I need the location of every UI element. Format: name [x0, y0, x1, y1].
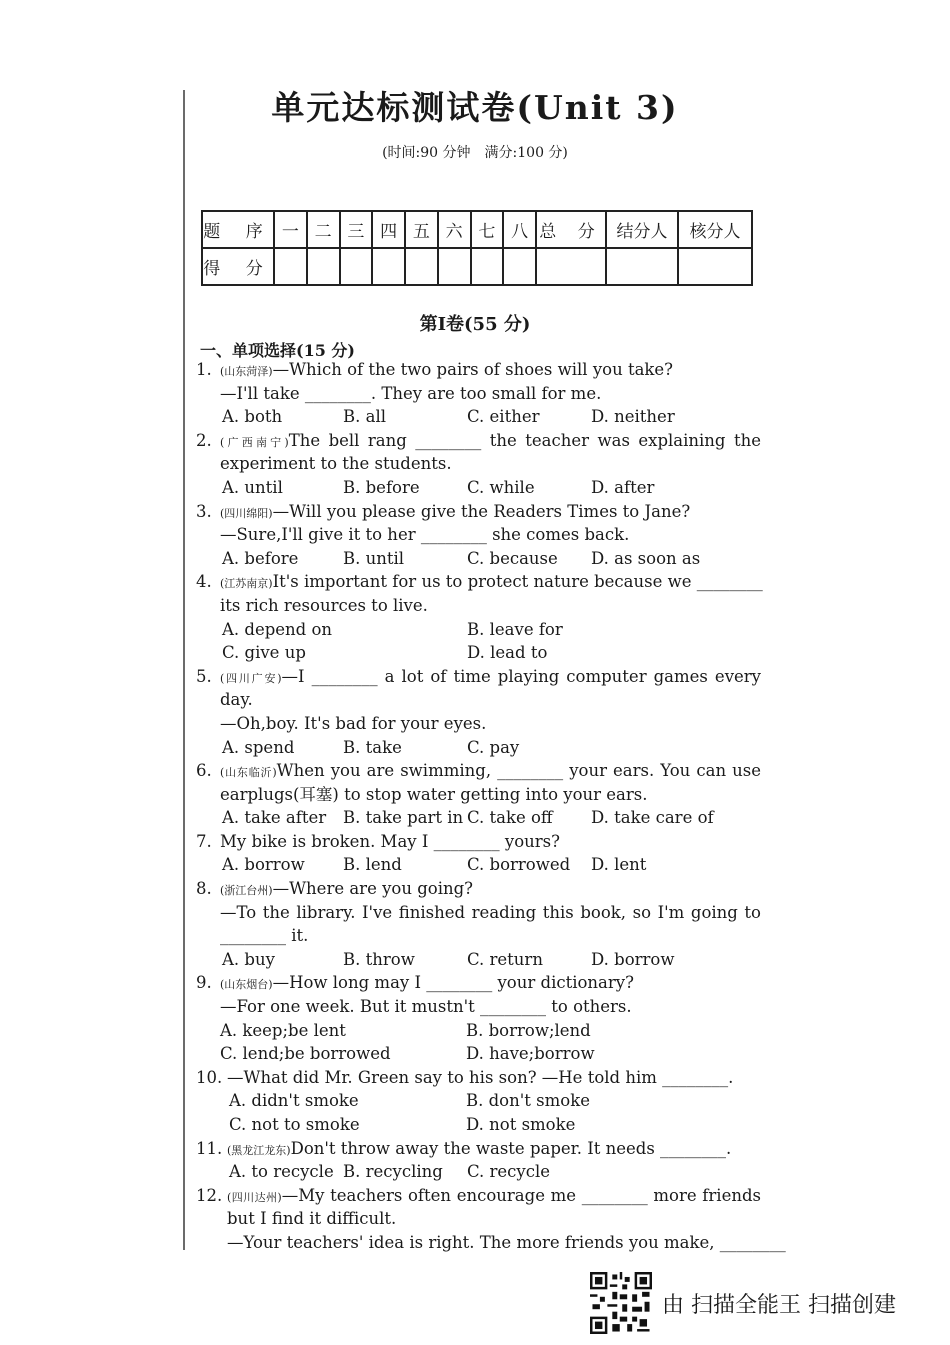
score-cell: 核分人 [678, 211, 752, 248]
question-text: —My teachers often encourage me ________ more friends [281, 1185, 761, 1205]
exam-info: (时间:90 分钟 满分:100 分) [382, 145, 568, 161]
score-input-cell [471, 248, 504, 285]
option: B. before [343, 477, 420, 497]
question-number: 1. [196, 360, 212, 379]
question-source: (四川达州) [227, 1190, 282, 1204]
question-text: earplugs(耳塞) to stop water getting into your ears. [220, 784, 648, 804]
question-line [196, 594, 761, 618]
score-cell: 总 分 [536, 211, 606, 248]
score-cell: 得 分 [202, 248, 274, 285]
score-input-cell [678, 248, 752, 285]
question-text: The bell rang ________ the teacher was explaining the [288, 430, 761, 450]
option: B. borrow;lend [466, 1020, 591, 1040]
question-text: —Which of the two pairs of shoes will you take? [272, 360, 674, 379]
question-line [196, 1207, 761, 1231]
question-text: —To the library. I've finished reading this book, so I'm going to [220, 902, 761, 922]
option: C. borrowed [467, 855, 571, 875]
option-row [196, 948, 761, 972]
question-line [196, 358, 761, 382]
option: C. take off [467, 808, 553, 828]
option: C. either [467, 407, 540, 427]
question-line [196, 971, 761, 995]
question-line [196, 924, 761, 948]
question-text: —What did Mr. Green say to his son? —He told him ________. [227, 1067, 734, 1087]
section-title: 第Ⅰ卷(55 分) [419, 314, 531, 335]
question-line [196, 877, 761, 901]
option: B. leave for [467, 619, 563, 639]
question-source: (四川绵阳) [220, 506, 273, 520]
option: D. lead to [467, 643, 548, 663]
question-text: —For one week. But it mustn't ________ to others. [220, 997, 632, 1017]
score-table-header-row [202, 211, 752, 248]
option-row [196, 547, 761, 571]
question-text: its rich resources to live. [220, 595, 428, 615]
question-source: (山东临沂) [220, 766, 277, 780]
question-line [196, 1184, 761, 1208]
option: B. lend [343, 855, 402, 875]
option: A. take after [222, 808, 327, 828]
option-row [196, 736, 761, 760]
option: D. not smoke [466, 1115, 576, 1134]
question-text: but I find it difficult. [227, 1209, 397, 1229]
question-line [196, 995, 761, 1019]
question-number: 7. [196, 831, 212, 851]
option-row [196, 618, 761, 642]
option: B. recycling [343, 1162, 443, 1182]
option: A. keep;be lent [220, 1020, 346, 1040]
question-text: —Your teachers' idea is right. The more friends you make, ________ [227, 1232, 786, 1252]
option: C. return [467, 949, 543, 969]
question-line [196, 759, 761, 783]
question-source: (广西南宁) [220, 435, 289, 449]
question-text: —How long may I ________ your dictionary? [272, 973, 634, 993]
question-number: 11. [196, 1138, 223, 1158]
question-source: (山东烟台) [220, 978, 273, 992]
page-title: 单元达标测试卷(Unit 3) [271, 88, 679, 127]
question-source: (四川广安) [220, 671, 282, 685]
option: C. give up [222, 643, 306, 663]
option: A. borrow [222, 855, 305, 875]
score-cell: 四 [372, 211, 405, 248]
option: D. after [591, 477, 655, 497]
option: D. as soon as [591, 548, 701, 568]
option: B. take part in [343, 808, 464, 828]
option: D. neither [591, 407, 675, 427]
question-source: (黑龙江龙东) [227, 1143, 291, 1157]
option-row [196, 1113, 761, 1137]
question-list [196, 358, 786, 1255]
score-table-score-row [202, 248, 752, 285]
option-row [196, 1089, 761, 1113]
question-number: 12. [196, 1185, 223, 1205]
score-cell: 七 [471, 211, 504, 248]
score-cell: 一 [274, 211, 307, 248]
score-input-cell [274, 248, 307, 285]
question-line [196, 665, 761, 689]
option: A. before [222, 548, 299, 568]
question-line [196, 523, 761, 547]
option: B. throw [343, 949, 415, 969]
question-text: —Oh,boy. It's bad for your eyes. [220, 713, 487, 733]
option: C. recycle [467, 1162, 551, 1182]
score-input-cell [536, 248, 606, 285]
score-cell: 六 [438, 211, 471, 248]
question-number: 2. [196, 430, 212, 450]
binding-margin-line [183, 90, 185, 1250]
option: D. have;borrow [466, 1044, 595, 1064]
option-row [196, 641, 761, 665]
question-text: —Sure,I'll give it to her ________ she comes back. [220, 525, 630, 545]
option: B. don't smoke [466, 1091, 590, 1111]
qr-code-icon [590, 1272, 652, 1334]
score-input-cell [307, 248, 340, 285]
score-cell: 三 [340, 211, 373, 248]
option-row [196, 806, 761, 830]
score-input-cell [606, 248, 678, 285]
score-cell: 五 [405, 211, 438, 248]
option: C. because [467, 548, 558, 568]
question-text: ________ it. [220, 926, 309, 946]
option: C. lend;be borrowed [220, 1044, 391, 1064]
option-row [196, 405, 761, 429]
option: C. not to smoke [229, 1115, 360, 1134]
option: A. buy [222, 949, 275, 969]
score-cell: 题 序 [202, 211, 274, 248]
option: D. take care of [591, 808, 714, 828]
question-number: 10. [196, 1067, 223, 1087]
question-source: (江苏南京) [220, 577, 273, 591]
score-input-cell [372, 248, 405, 285]
option: B. until [343, 548, 405, 568]
scanner-credit: 由 扫描全能王 扫描创建 [662, 1293, 896, 1318]
question-line [196, 1066, 761, 1090]
question-text: experiment to the students. [220, 454, 452, 474]
option: A. didn't smoke [229, 1091, 359, 1111]
question-line [196, 500, 761, 524]
question-text: —Will you please give the Readers Times to Jane? [272, 501, 691, 521]
question-text: When you are swimming, ________ your ears. You can use [276, 761, 761, 781]
question-line [196, 570, 761, 594]
question-line [196, 830, 761, 854]
score-table [201, 210, 753, 286]
question-line [196, 783, 761, 807]
option-row [196, 1019, 761, 1043]
question-line [196, 1137, 761, 1161]
question-number: 5. [196, 666, 212, 686]
option: D. borrow [591, 949, 675, 969]
option: A. until [222, 477, 283, 497]
question-line [196, 452, 761, 476]
question-source: (山东菏泽) [220, 365, 273, 378]
question-text: It's important for us to protect nature because we ________ [272, 572, 763, 592]
score-cell: 八 [503, 211, 536, 248]
score-input-cell [503, 248, 536, 285]
option: C. while [467, 477, 535, 497]
part-title: 一、单项选择(15 分) [200, 341, 355, 360]
option: A. spend [222, 737, 295, 757]
question-line [196, 712, 761, 736]
option: C. pay [467, 737, 520, 757]
score-input-cell [340, 248, 373, 285]
question-line [196, 1231, 786, 1255]
option: B. all [343, 407, 387, 427]
option-row [196, 1042, 761, 1066]
score-cell: 结分人 [606, 211, 678, 248]
score-input-cell [405, 248, 438, 285]
option: A. depend on [222, 619, 333, 639]
question-text: My bike is broken. May I ________ yours? [220, 831, 560, 851]
question-source: (浙江台州) [220, 884, 273, 898]
question-line [196, 688, 761, 712]
question-number: 3. [196, 501, 212, 521]
score-input-cell [438, 248, 471, 285]
option: D. lent [591, 855, 647, 875]
option-row [196, 1160, 761, 1184]
option: A. to recycle [229, 1162, 334, 1182]
question-number: 8. [196, 879, 212, 899]
question-text: —I ________ a lot of time playing computer games every [281, 666, 761, 686]
question-text: —Where are you going? [272, 879, 474, 899]
question-text: day. [220, 690, 253, 710]
score-cell: 二 [307, 211, 340, 248]
question-text: —I'll take ________. They are too small for me. [220, 383, 602, 403]
option-row [196, 476, 761, 500]
question-line [196, 901, 761, 925]
question-line [196, 429, 761, 453]
question-number: 4. [196, 572, 212, 592]
option-row [196, 853, 761, 877]
question-number: 6. [196, 761, 212, 781]
question-number: 9. [196, 973, 212, 993]
question-line [196, 382, 761, 406]
option: A. both [222, 407, 283, 427]
question-text: Don't throw away the waste paper. It needs ________. [290, 1138, 732, 1158]
option: B. take [343, 737, 402, 757]
